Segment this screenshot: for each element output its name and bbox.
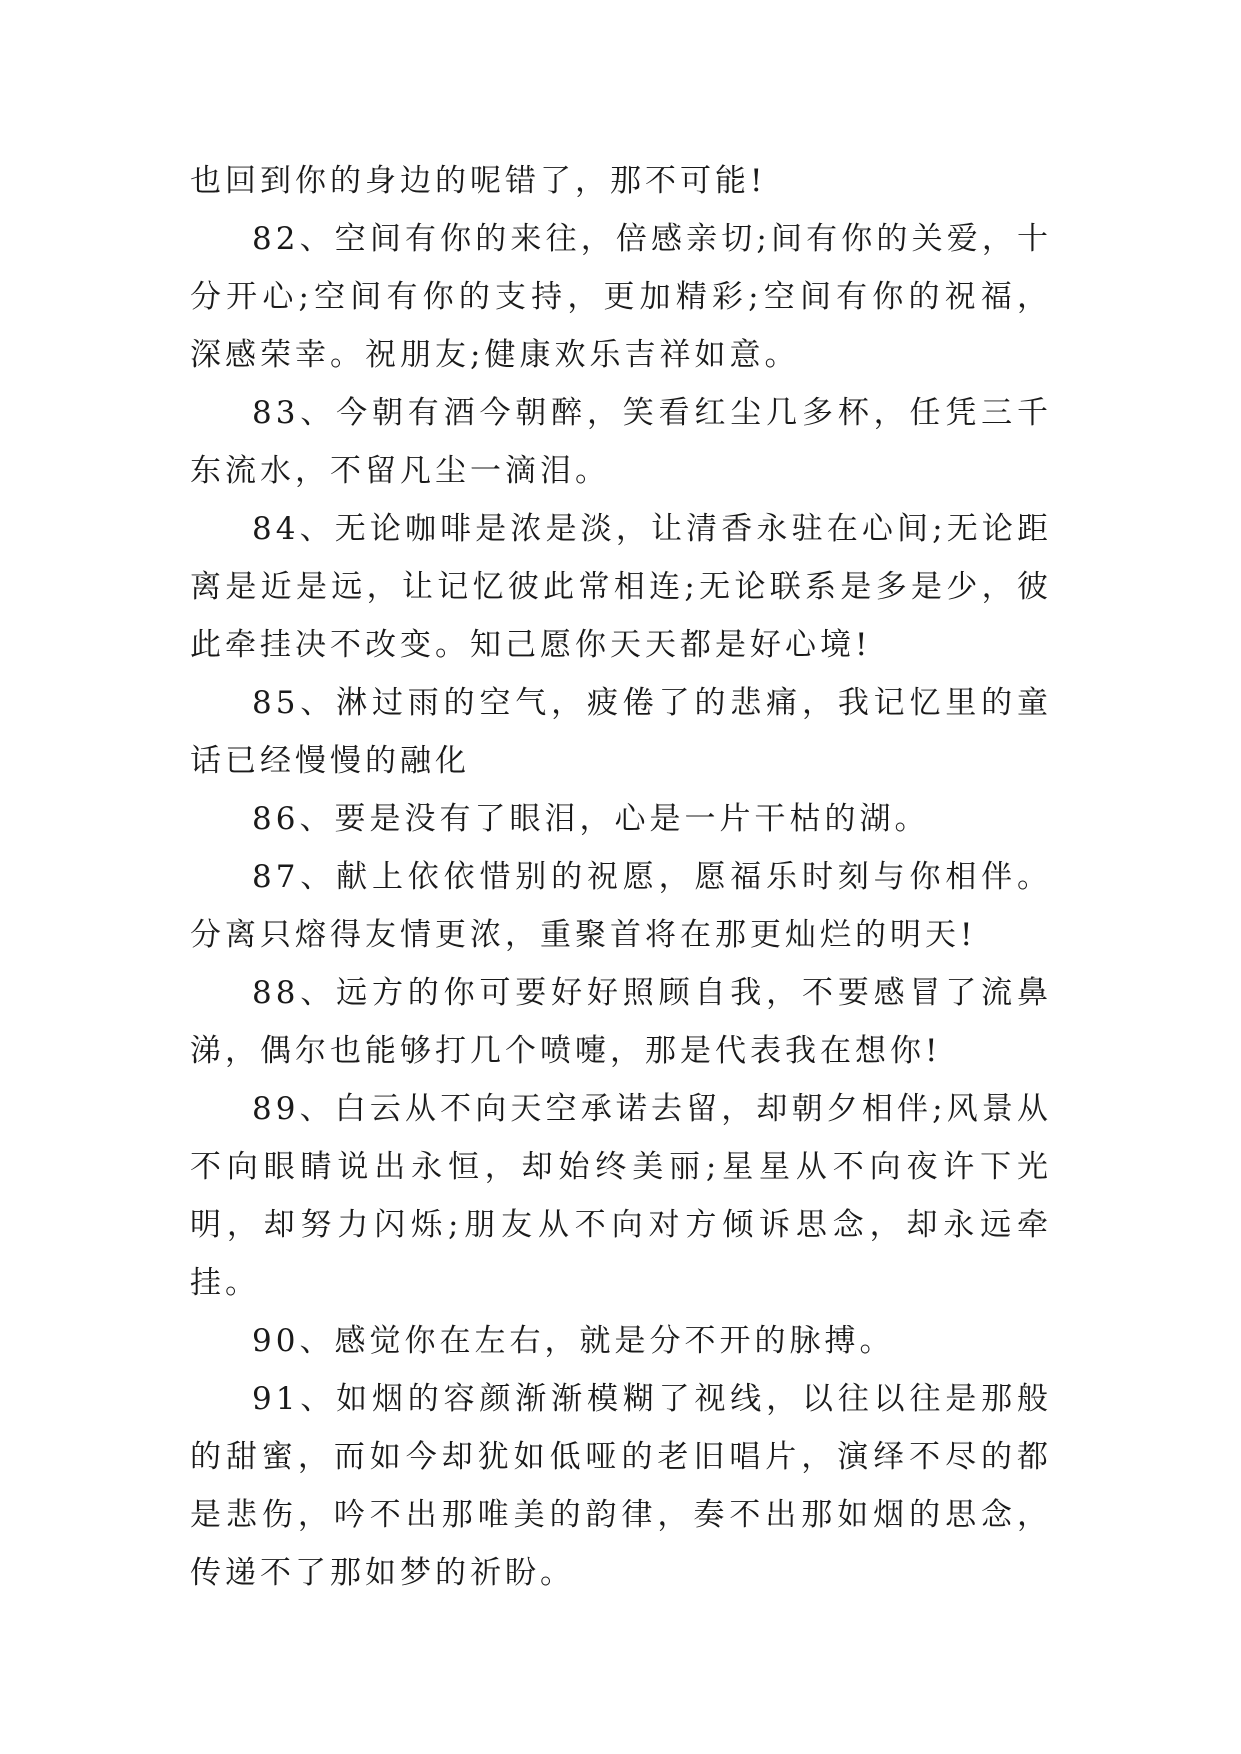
paragraph-86: 86、要是没有了眼泪，心是一片干枯的湖。 [252,801,930,837]
paragraph-continuation: 也回到你的身边的呢错了，那不可能! [190,163,767,199]
paragraph-89: 89、白云从不向天空承诺去留，却朝夕相伴;风景从不向眼睛说出永恒，却始终美丽;星星从不向夜许下光明，却努力闪烁;朋友从不向对方倾诉思念，却永远牵挂。 [190,1091,1052,1301]
paragraph-90: 90、感觉你在左右，就是分不开的脉搏。 [252,1323,895,1359]
paragraph-87: 87、献上依依惜别的祝愿，愿福乐时刻与你相伴。分离只熔得友情更浓，重聚首将在那更灿烂的明天! [190,859,1052,953]
paragraph-88: 88、远方的你可要好好照顾自我，不要感冒了流鼻涕，偶尔也能够打几个喷嚏，那是代表我在想你! [190,975,1052,1069]
document-body [190,152,1052,1602]
paragraph-82: 82、空间有你的来往，倍感亲切;间有你的关爱，十分开心;空间有你的支持，更加精彩;空间有你的祝福，深感荣幸。祝朋友;健康欢乐吉祥如意。 [190,221,1052,373]
paragraph-91: 91、如烟的容颜渐渐模糊了视线，以往以往是那般的甜蜜，而如今却犹如低哑的老旧唱片，演绎不尽的都是悲伤，吟不出那唯美的韵律，奏不出那如烟的思念，传递不了那如梦的祈盼。 [190,1381,1052,1591]
paragraph-85: 85、淋过雨的空气，疲倦了的悲痛，我记忆里的童话已经慢慢的融化 [190,685,1052,779]
paragraph-83: 83、今朝有酒今朝醉，笑看红尘几多杯，任凭三千东流水，不留凡尘一滴泪。 [190,395,1052,489]
paragraph-84: 84、无论咖啡是浓是淡，让清香永驻在心间;无论距离是近是远，让记忆彼此常相连;无论联系是多是少，彼此牵挂决不改变。知己愿你天天都是好心境! [190,511,1052,663]
